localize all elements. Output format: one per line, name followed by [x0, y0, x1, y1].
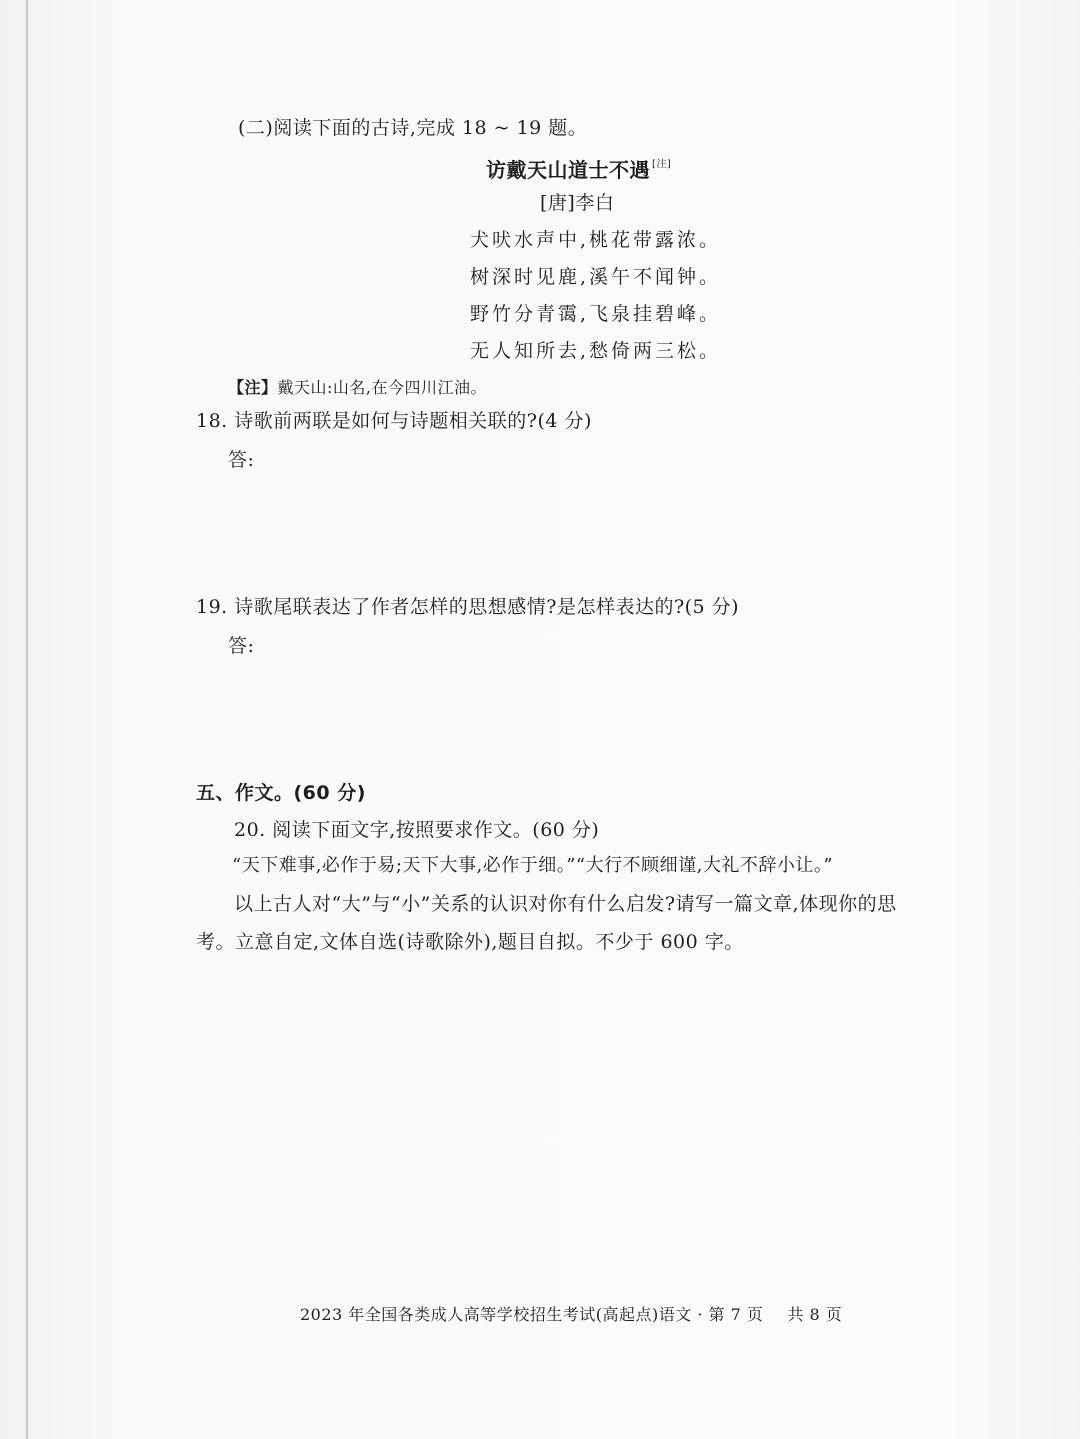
poem-author: [唐]李白 [540, 192, 615, 214]
section-5-heading: 五、作文。(60 分) [196, 782, 366, 804]
poem-line-2: 树深时见鹿,溪午不闻钟。 [470, 266, 722, 288]
footer-total-pages: 共 8 页 [787, 1305, 843, 1324]
essay-quote: “天下难事,必作于易;天下大事,必作于细。”“大行不顾细谨,大礼不辞小让。” [232, 855, 834, 876]
poem-line-4: 无人知所去,愁倚两三松。 [470, 340, 722, 362]
poem-line-1: 犬吠水声中,桃花带露浓。 [470, 229, 722, 251]
poem-note [228, 375, 487, 401]
poem-title-text: 访戴天山道士不遇 [486, 158, 650, 182]
question-19-answer-space[interactable] [195, 664, 995, 774]
question-18: 18. 诗歌前两联是如何与诗题相关联的?(4 分) [196, 410, 592, 432]
question-18-answer-space[interactable] [195, 478, 995, 588]
footer-page-info: 2023 年全国各类成人高等学校招生考试(高起点)语文 · 第 7 页 [300, 1305, 764, 1324]
question-19-answer-label: 答: [228, 635, 255, 657]
page-footer [300, 1302, 842, 1328]
question-19: 19. 诗歌尾联表达了作者怎样的思想感情?是怎样表达的?(5 分) [196, 596, 740, 618]
page-edge-divider [26, 0, 28, 1439]
poem-note-tag: 【注】 [228, 378, 278, 397]
poem-title [486, 152, 671, 183]
essay-instruction-line-2: 考。立意自定,文体自选(诗歌除外),题目自拟。不少于 600 字。 [196, 931, 744, 953]
question-18-answer-label: 答: [228, 449, 255, 471]
poem-title-note-mark: [注] [652, 159, 672, 170]
section-intro: (二)阅读下面的古诗,完成 18 ~ 19 题。 [238, 117, 588, 139]
poem-note-text: 戴天山:山名,在今四川江油。 [277, 378, 487, 397]
essay-prompt: 20. 阅读下面文字,按照要求作文。(60 分) [234, 819, 600, 841]
poem-line-3: 野竹分青霭,飞泉挂碧峰。 [470, 303, 722, 325]
essay-instruction-line-1: 以上古人对“大”与“小”关系的认识对你有什么启发?请写一篇文章,体现你的思 [234, 893, 897, 915]
